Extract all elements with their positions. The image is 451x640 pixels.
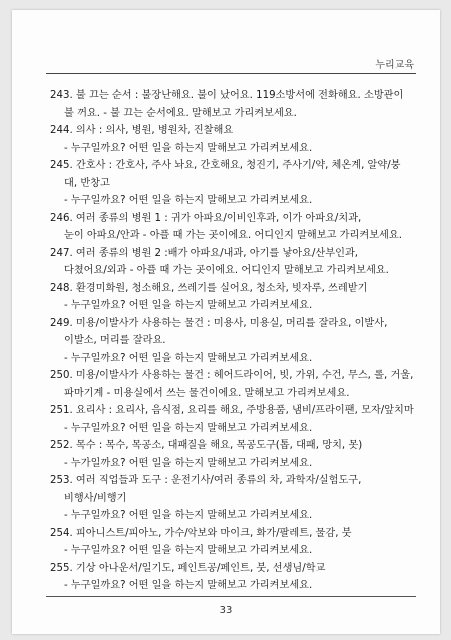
entry-text: 254. 피아니스트/피아노, 가수/악보와 마이크, 화가/팔레트, 물감, 붓 [50, 527, 352, 539]
entry-prompt: - 누구일까요? 어떤 일을 하는지 말해보고 가리켜보세요. [64, 300, 313, 311]
list-item [50, 402, 420, 437]
entry-list [50, 87, 420, 595]
entry-text: 243. 불 끄는 순서 : 불장난해요. 불이 났어요. 119소방서에 전화해요. 소방관이 [50, 90, 404, 101]
entry-prompt: - 누가일까요? 어떤 일을 하는지 말해보고 가리켜보세요. [64, 457, 313, 469]
list-item [50, 525, 420, 560]
entry-prompt: - 누구일까요? 어떤 일을 하는지 말해보고 가리켜보세요. [64, 422, 313, 434]
entry-text: 253. 여러 직업들과 도구 : 운전기사/여러 종류의 차, 과학자/실험도구, [50, 475, 362, 486]
list-item [50, 210, 420, 245]
section-label: 누리교육 [375, 60, 414, 71]
entry-text: 251. 요리사 : 요리사, 음식점, 요리를 해요, 주방용품, 냄비/프라이팬, 모자/앞치마 [50, 405, 414, 416]
entry-text: 246. 여러 종류의 병원 1 : 귀가 아파요/이비인후과, 이가 아파요/치과, [50, 212, 362, 224]
list-item [50, 472, 420, 525]
entry-continuation: 비행사/비행기 [64, 492, 127, 504]
list-item [50, 315, 420, 368]
entry-prompt: - 누구일까요? 어떤 일을 하는지 말해보고 가리켜보세요. [64, 580, 313, 591]
entry-text: 255. 기상 아나운서/일기도, 페인트공/페인트, 붓, 선생님/학교 [50, 562, 326, 574]
entry-continuation: 파마기계 - 미용실에서 쓰는 물건이에요. 말해보고 가리켜보세요. [64, 387, 350, 399]
document-page [12, 10, 440, 634]
list-item [50, 367, 420, 402]
footer-divider [46, 596, 416, 597]
entry-continuation: 불 꺼요. - 불 끄는 순서에요. 말해보고 가리켜보세요. [64, 107, 297, 119]
header-divider [46, 73, 416, 74]
list-item [50, 87, 420, 122]
entry-prompt: - 누구일까요? 어떤 일을 하는지 말해보고 가리켜보세요. [64, 545, 313, 556]
list-item [50, 157, 420, 210]
list-item [50, 560, 420, 595]
entry-continuation: 눈이 아파요/안과 - 아플 때 가는 곳이에요. 어디인지 말해보고 가리켜보세요. [64, 230, 402, 241]
list-item [50, 122, 420, 157]
entry-text: 252. 목수 : 목수, 목공소, 대패질을 해요, 목공도구(톱, 대패, 망치, 못) [50, 440, 363, 451]
entry-continuation: 다쳤어요/외과 - 아플 때 가는 곳이에요. 어디인지 말해보고 가리켜보세요. [64, 265, 389, 276]
entry-text: 245. 간호사 : 간호사, 주사 놔요, 간호해요, 청진기, 주사기/약, 체온계, 알약/붕 [50, 160, 401, 171]
list-item [50, 437, 420, 472]
list-item [50, 245, 420, 280]
entry-prompt: - 누구일까요? 어떤 일을 하는지 말해보고 가리켜보세요. [64, 510, 313, 521]
entry-prompt: - 누구일까요? 어떤 일을 하는지 말해보고 가리켜보세요. [64, 352, 313, 364]
list-item [50, 280, 420, 315]
entry-continuation: 대, 반창고 [64, 177, 110, 189]
entry-text: 250. 미용/이발사가 사용하는 물건 : 헤어드라이어, 빗, 가위, 수건, 무스, 롤, 거울, [50, 370, 414, 381]
entry-prompt: - 누구일까요? 어떤 일을 하는지 말해보고 가리켜보세요. [64, 195, 313, 206]
entry-text: 248. 환경미화원, 청소해요, 쓰레기를 실어요, 청소차, 빗자루, 쓰레받기 [50, 282, 368, 294]
entry-text: 247. 여러 종류의 병원 2 :배가 아파요/내과, 아기를 낳아요/산부인과, [50, 247, 359, 259]
entry-text: 244. 의사 : 의사, 병원, 병원차, 진찰해요 [50, 125, 234, 136]
page-number: 33 [219, 605, 233, 616]
entry-prompt: - 누구일까요? 어떤 일을 하는지 말해보고 가리켜보세요. [64, 142, 313, 154]
entry-text: 249. 미용/이발사가 사용하는 물건 : 미용사, 미용실, 머리를 잘라요, 이발사, [50, 317, 388, 329]
entry-continuation: 이발소, 머리를 잘라요. [64, 335, 166, 346]
